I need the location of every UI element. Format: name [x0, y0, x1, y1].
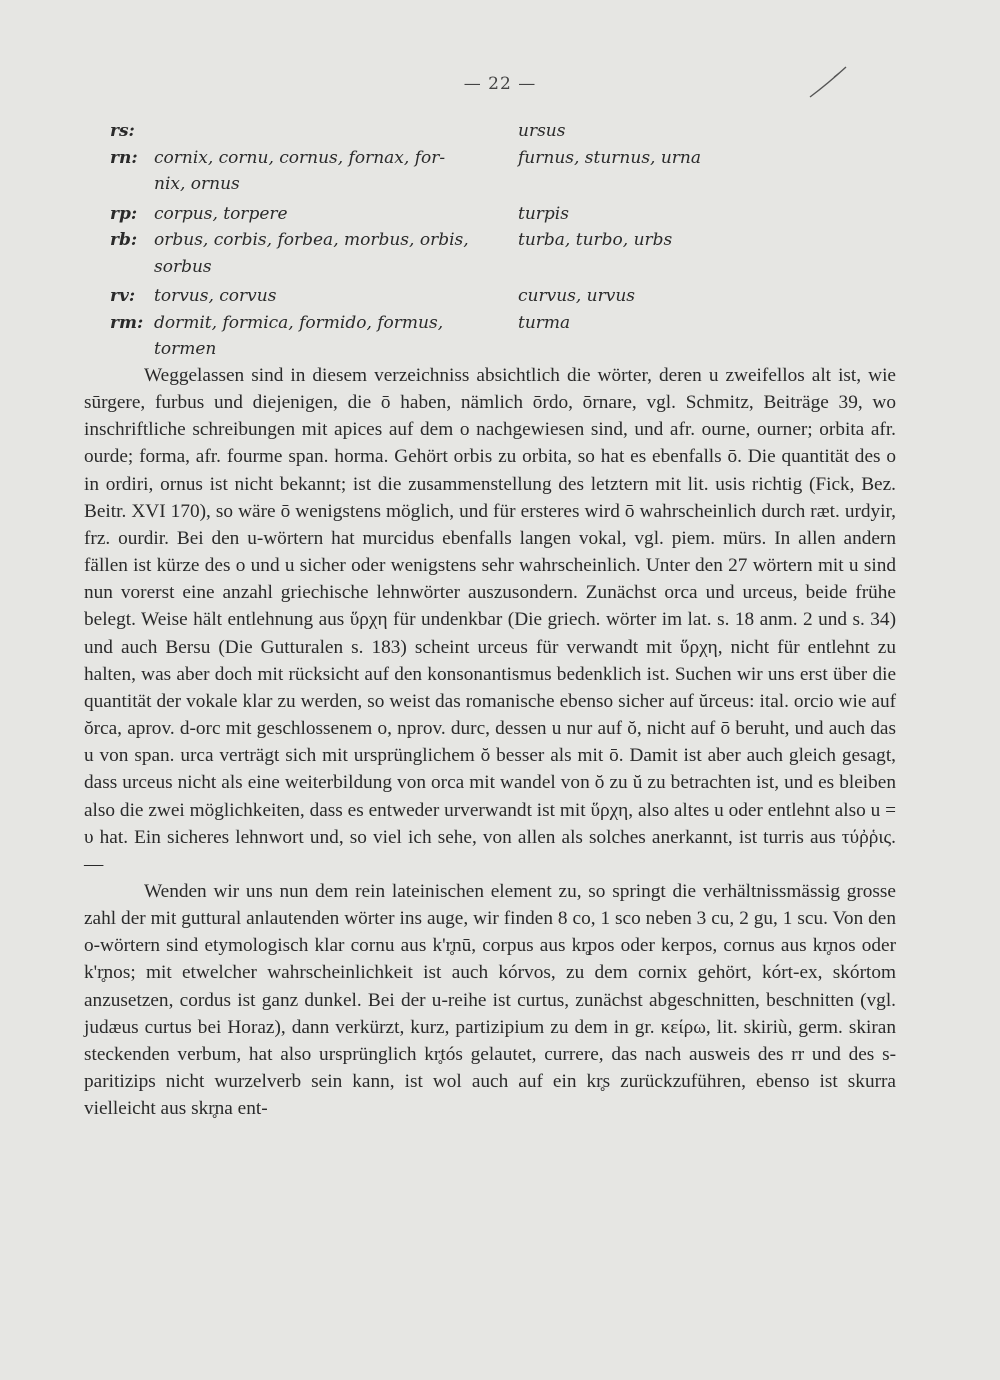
- u-words: curvus, urvus: [518, 286, 636, 306]
- table-row: [110, 283, 910, 310]
- u-words: ursus: [518, 121, 566, 141]
- table-row: [110, 118, 910, 145]
- cluster-key: rn:: [110, 147, 138, 168]
- cluster-key: rs:: [110, 121, 135, 141]
- page-number: — 22 —: [463, 74, 537, 94]
- cluster-key: rm:: [110, 312, 144, 333]
- u-words: turba, turbo, urbs: [518, 230, 673, 250]
- o-words: cornix, cornu, cornus, fornax, for-: [154, 147, 446, 168]
- o-words-continued: nix, ornus: [154, 174, 240, 194]
- paragraph: Wenden wir uns nun dem rein lateinischen element zu, so springt die verhältnissmässig grosse zahl der mit guttural anlautenden wörter ins auge, wir finden 8 co, 1 sco neben 3 cu, 2 gu, 1 scu. Von den o-wörtern sind etymologisch klar cornu aus k'r̥nū, corpus aus kr̥pos oder kerpos, cornus aus kr̥nos oder k'r̥nos; mit etwelcher wahrscheinlichkeit ist auch kórvos, zu dem cornix gehört, kórt-ex, skórtom anzusetzen, cordus ist ganz dunkel. Bei der u-reihe ist curtus, zunächst abgeschnitten, beschnitten (vgl. judæus curtus bei Horaz), dann verkürzt, kurz, partizipium zu dem in gr. κείρω, lit. skiriù, germ. skiran steckenden verbum, hat also ursprünglich kr̥tós gelautet, currere, das nach ausweis des rr und des s-paritizips nicht wurzelverb sein kann, ist wol auch auf ein kr̥s zurückzuführen, ebenso ist skurra vielleicht aus skr̥na ent-: [84, 880, 896, 1120]
- o-words-continued: sorbus: [154, 256, 212, 277]
- u-words: furnus, sturnus, urna: [518, 147, 702, 168]
- body-text: [84, 362, 896, 1122]
- table-row: [110, 310, 910, 363]
- table-row: [110, 227, 910, 280]
- pencil-mark-icon: [808, 64, 848, 100]
- table-row: [110, 145, 910, 198]
- o-words: orbus, corbis, forbea, morbus, orbis,: [154, 230, 469, 250]
- table-row: [110, 201, 910, 228]
- u-words: turma: [518, 312, 571, 333]
- u-words: turpis: [518, 203, 569, 224]
- cluster-key: rb:: [110, 230, 138, 250]
- o-words: corpus, torpere: [154, 203, 288, 224]
- o-words: torvus, corvus: [154, 286, 277, 306]
- consonant-word-table: [110, 118, 910, 363]
- o-words: dormit, formica, formido, formus,: [154, 312, 444, 333]
- cluster-key: rv:: [110, 286, 136, 306]
- o-words-continued: tormen: [154, 339, 217, 359]
- cluster-key: rp:: [110, 203, 138, 224]
- paragraph: Weggelassen sind in diesem verzeichniss absichtlich die wörter, deren u zweifellos alt ist, wie sūrgere, furbus und diejenigen, die ō haben, nämlich ōrdo, ōrnare, vgl. Schmitz, Beiträge 39, wo inschriftliche schreibungen mit apices auf dem o nachgewiesen sind, und afr. ourne, ourner; orbita afr. ourde; forma, afr. fourme span. horma. Gehört orbis zu orbita, so hat es ebenfalls ō. Die quantität des o in ordiri, ornus ist nicht bekannt; ist die zusammenstellung des letztern mit lit. usis richtig (Fick, Bez. Beitr. XVI 170), so wäre ō wenigstens möglich, und für ersteres wird ō wahrscheinlich durch ræt. urdyir, frz. ourdir. Bei den u-wörtern hat murcidus ebenfalls langen vokal, vgl. piem. mürs. In allen andern fällen ist kürze des o und u sicher oder wenigstens sehr wahrscheinlich. Unter den 27 wörtern mit u sind nun vorerst eine anzahl griechische lehnwörter auszusondern. Zunächst orca und urceus, beide frühe belegt. Weise hält entlehnung aus ὕρχη für undenkbar (Die griech. wörter im lat. s. 18 anm. 2 und s. 34) und auch Bersu (Die Gutturalen s. 183) scheint urceus für verwandt mit ὕρχη, nicht für entlehnt zu halten, was aber doch mit rücksicht auf den konsonantismus bedenklich ist. Suchen wir uns erst über die quantität der vokale klar zu werden, so weist das romanische ebenso sicher auf ŭrceus: ital. orcio wie auf ŏrca, aprov. d-orc mit geschlossenem o, nprov. durc, dessen u nur auf ŏ, nicht auf ō beruht, und auch das u von span. urca verträgt sich mit ursprünglichem ŏ besser als mit ō. Damit ist aber auch gleich gesagt, dass urceus nicht als eine weiterbildung von orca mit wandel von ŏ zu ŭ zu betrachten ist, und es bleiben also die zwei möglichkeiten, dass es entweder urverwandt ist mit ὕρχη, also altes u oder entlehnt also u = υ hat. Ein sicheres lehnwort und, so viel ich sehe, von allen als solches anerkannt, ist turris aus τύῤῥις. —: [84, 365, 896, 875]
